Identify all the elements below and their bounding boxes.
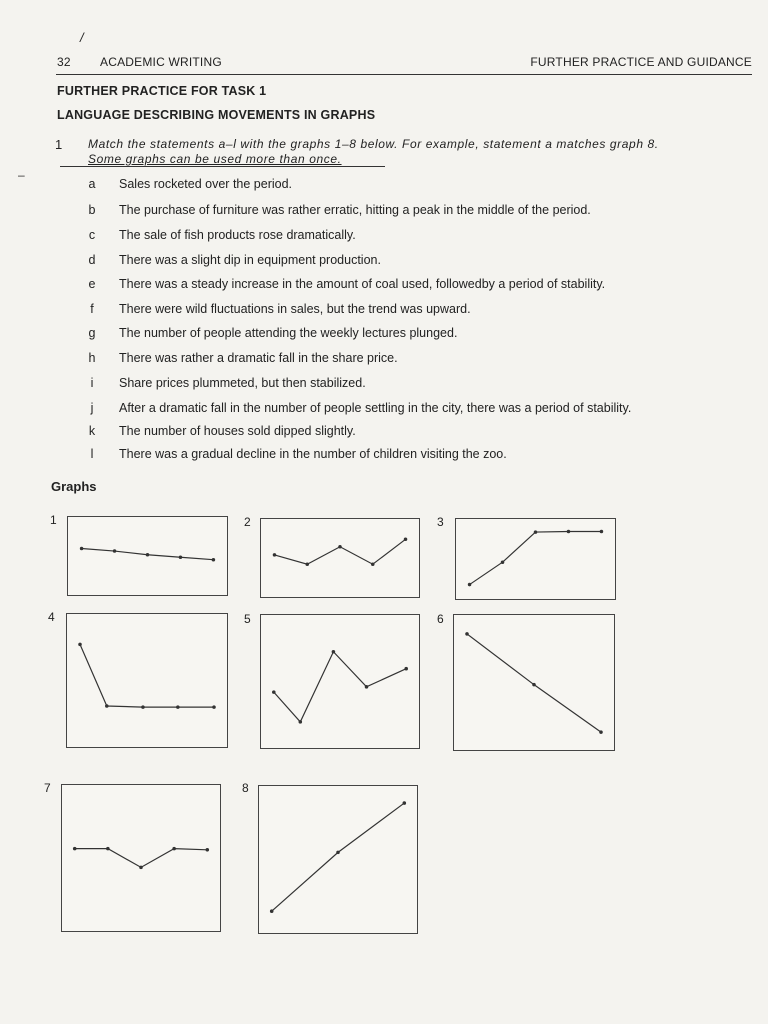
graph-point [179,556,183,560]
graph-line [274,652,406,722]
graph-point [371,562,375,566]
graph-point [338,545,342,549]
graph-point [501,560,505,564]
statement-letter: a [88,177,96,191]
graph-point [465,632,469,636]
statement-letter: b [88,203,96,217]
graph-number-6: 6 [437,612,444,626]
statement-letter: e [88,277,96,291]
statement-text: After a dramatic fall in the number of people settling in the city, there was a period of stability. [119,401,632,415]
graph-6-plot [454,615,614,750]
section-title: FURTHER PRACTICE FOR TASK 1 [57,84,267,98]
statement-text: The purchase of furniture was rather erratic, hitting a peak in the middle of the period. [119,203,591,217]
statement-letter: l [90,447,94,461]
graph-point [270,909,274,913]
graph-number-3: 3 [437,515,444,529]
statement-letter: k [88,424,96,438]
graph-point [336,851,340,855]
statement-text: The number of people attending the weekly lectures plunged. [119,326,458,340]
statement-letter: h [88,351,96,365]
graph-7-plot [62,785,220,931]
graph-number-4: 4 [48,610,55,624]
graph-point [599,730,603,734]
graphs-heading: Graphs [51,479,97,494]
graph-number-7: 7 [44,781,51,795]
graph-8 [258,785,418,934]
graph-number-8: 8 [242,781,249,795]
graph-point [404,538,408,542]
graph-point [139,866,143,870]
graph-line [274,539,405,564]
graph-7 [61,784,221,932]
graph-point [567,530,571,534]
graph-3 [455,518,616,600]
graph-point [404,667,408,671]
statement-text: Sales rocketed over the period. [119,177,293,191]
exercise-instruction: Match the statements a–l with the graphs 1–8 below. For example, statement a matches graph 8. [88,137,659,151]
statement-text: The sale of fish products rose dramatically. [119,228,356,242]
graph-1-plot [68,517,227,595]
graph-8-plot [259,786,417,933]
statement-text: The number of houses sold dipped slightly. [119,424,356,438]
exercise-instruction-note: Some graphs can be used more than once. [88,152,342,166]
tick-mark: / [80,30,84,45]
graph-4-plot [67,614,227,747]
graph-point [403,801,407,805]
graph-point [272,690,276,694]
graph-number-2: 2 [244,515,251,529]
graph-point [365,685,369,689]
graph-number-1: 1 [50,513,57,527]
graph-point [78,643,82,647]
graph-point [299,720,303,724]
graph-point [206,848,210,852]
statement-letter: d [88,253,96,267]
statement-text: There were wild fluctuations in sales, but the trend was upward. [119,302,471,316]
graph-point [273,553,277,557]
graph-point [172,847,176,851]
graph-number-5: 5 [244,612,251,626]
graph-point [468,583,472,587]
graph-point [532,683,536,687]
statement-text: There was a slight dip in equipment production. [119,253,381,267]
graph-line [80,644,214,707]
statement-text: There was a steady increase in the amount of coal used, followedby a period of stability. [119,277,606,291]
header-rule [56,74,752,75]
graph-point [80,547,84,551]
statement-letter: f [90,302,94,316]
chapter-title: FURTHER PRACTICE AND GUIDANCE [530,55,752,69]
graph-point [305,562,309,566]
graph-point [106,847,110,851]
graph-5-plot [261,615,419,748]
graph-point [73,847,77,851]
graph-line [272,803,405,911]
margin-mark: – [18,168,25,182]
page-number: 32 [57,55,71,69]
graph-line [470,531,602,584]
graph-1 [67,516,228,596]
graph-3-plot [456,519,615,599]
section-subtitle: LANGUAGE DESCRIBING MOVEMENTS IN GRAPHS [57,108,376,122]
graph-point [600,530,604,534]
exercise-number: 1 [55,137,63,152]
graph-2-plot [261,519,419,597]
graph-point [141,705,145,709]
instruction-rule [60,166,385,167]
statement-letter: j [90,401,94,415]
graph-point [212,705,216,709]
graph-4 [66,613,228,748]
statement-letter: g [88,326,96,340]
statement-text: Share prices plummeted, but then stabilized. [119,376,366,390]
statement-letter: c [88,228,96,242]
graph-point [332,650,336,654]
graph-5 [260,614,420,749]
graph-point [105,704,109,708]
graph-line [75,849,208,868]
statement-text: There was a gradual decline in the number of children visiting the zoo. [119,447,507,461]
graph-point [146,553,150,557]
graph-point [534,530,538,534]
graph-point [212,558,216,562]
statement-text: There was rather a dramatic fall in the share price. [119,351,398,365]
graph-point [113,549,117,553]
statement-letter: i [90,376,94,390]
graph-6 [453,614,615,751]
graph-point [176,705,180,709]
book-title: ACADEMIC WRITING [100,55,222,69]
graph-2 [260,518,420,598]
